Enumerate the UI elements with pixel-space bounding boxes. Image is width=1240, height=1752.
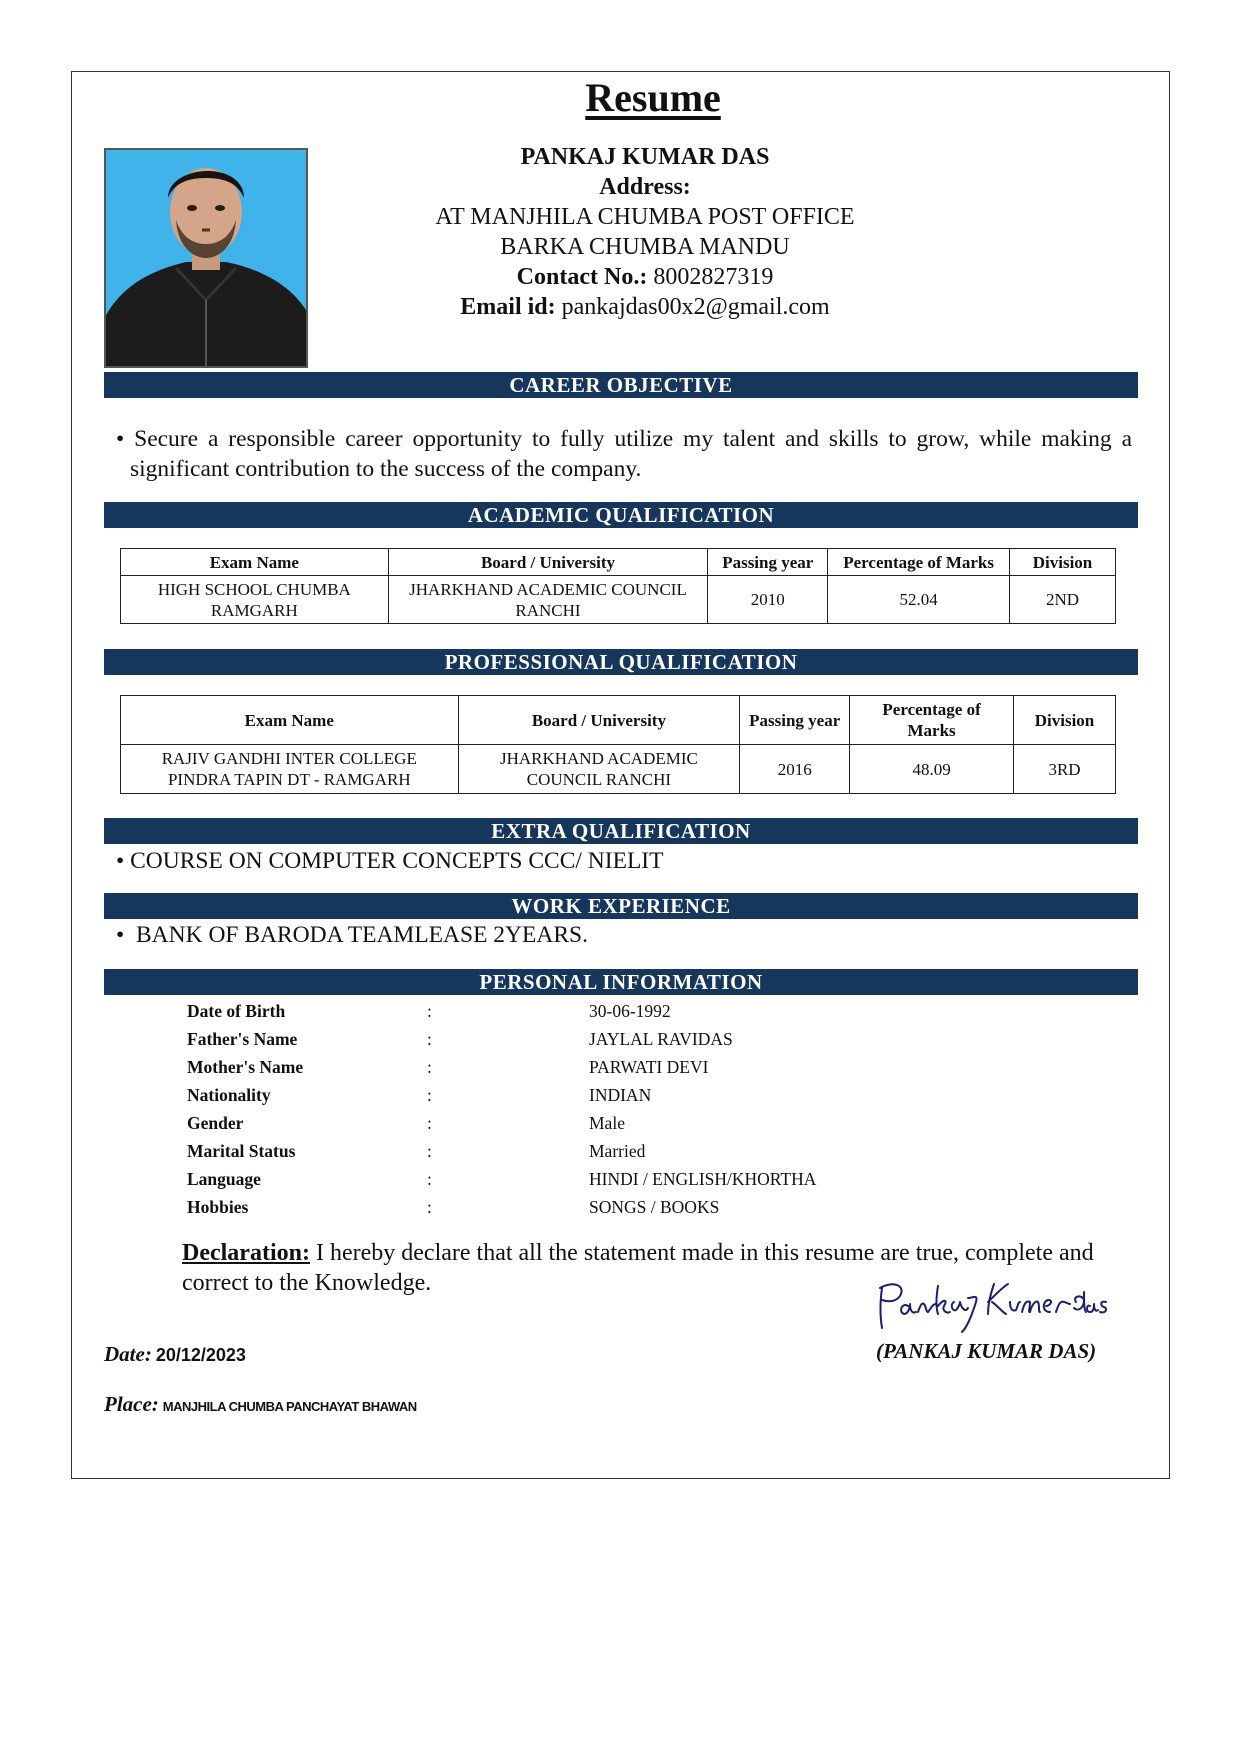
field-label: Marital Status <box>187 1141 296 1161</box>
email-value: pankajdas00x2@gmail.com <box>561 294 830 320</box>
field-separator: : <box>427 1001 432 1021</box>
board-line: RANCHI <box>515 600 581 620</box>
list-item <box>0 1057 1240 1085</box>
exam-name-line: HIGH SCHOOL CHUMBA <box>157 579 351 599</box>
field-separator: : <box>427 1029 432 1049</box>
work-experience-text: BANK OF BARODA TEAMLEASE 2YEARS. <box>135 922 588 948</box>
board-line: COUNCIL RANCHI <box>526 770 672 789</box>
professional-table-header <box>121 696 1116 745</box>
field-label: Date of Birth <box>187 1001 286 1021</box>
date-label: Date: <box>104 1342 152 1366</box>
passing-year-cell: 2016 <box>740 745 850 794</box>
extra-qualification-heading: EXTRA QUALIFICATION <box>104 818 1138 844</box>
list-item <box>0 1001 1240 1029</box>
place-line <box>104 1392 417 1417</box>
field-value: Married <box>589 1141 646 1161</box>
contact-label: Contact No.: <box>516 264 648 290</box>
academic-table <box>120 548 1116 624</box>
column-header: Exam Name <box>121 696 459 745</box>
place-value: MANJHILA CHUMBA PANCHAYAT BHAWAN <box>162 1399 417 1414</box>
column-header: Board / University <box>388 549 708 576</box>
signatory-name: (PANKAJ KUMAR DAS) <box>876 1339 1097 1363</box>
field-label: Language <box>187 1169 261 1189</box>
date-line <box>104 1342 246 1367</box>
field-value: 30-06-1992 <box>589 1001 671 1021</box>
field-separator: : <box>427 1057 432 1077</box>
handwritten-signature <box>870 1272 1110 1341</box>
career-objective-bullet: • <box>116 426 125 452</box>
percentage-cell: 48.09 <box>850 745 1014 794</box>
field-value: Male <box>589 1113 625 1133</box>
list-item <box>0 1085 1240 1113</box>
board-line: JHARKHAND ACADEMIC <box>499 749 698 768</box>
field-value: SONGS / BOOKS <box>589 1197 720 1217</box>
column-header: Passing year <box>740 696 850 745</box>
career-objective-heading: CAREER OBJECTIVE <box>104 372 1138 398</box>
exam-name-cell <box>121 576 389 624</box>
table-row <box>121 576 1116 624</box>
date-value: 20/12/2023 <box>155 1345 246 1365</box>
field-separator: : <box>427 1085 432 1105</box>
column-header <box>850 696 1014 745</box>
work-experience-item <box>116 920 588 950</box>
list-bullet: • <box>116 848 125 874</box>
column-header: Exam Name <box>121 549 389 576</box>
field-label: Nationality <box>187 1085 271 1105</box>
declaration-text: I hereby declare that all the statement made in this resume are true, complete and correct to the Knowledge. <box>182 1240 1094 1296</box>
column-header-line: Percentage of <box>882 700 981 719</box>
field-separator: : <box>427 1113 432 1133</box>
division-cell: 3RD <box>1014 745 1116 794</box>
board-cell <box>388 576 708 624</box>
column-header: Passing year <box>708 549 828 576</box>
field-label: Father's Name <box>187 1029 298 1049</box>
list-item <box>0 1197 1240 1225</box>
column-header: Board / University <box>458 696 740 745</box>
field-separator: : <box>427 1141 432 1161</box>
address-label: Address: <box>599 174 691 200</box>
column-header: Division <box>1010 549 1116 576</box>
profile-photo <box>104 148 308 368</box>
work-experience-heading: WORK EXPERIENCE <box>104 893 1138 919</box>
board-line: JHARKHAND ACADEMIC COUNCIL <box>409 579 687 599</box>
field-value: PARWATI DEVI <box>589 1057 709 1077</box>
address-line-1: AT MANJHILA CHUMBA POST OFFICE <box>435 204 855 230</box>
exam-name-cell <box>121 745 459 794</box>
address-line-2: BARKA CHUMBA MANDU <box>500 234 790 260</box>
table-row <box>121 745 1116 794</box>
column-header: Division <box>1014 696 1116 745</box>
list-item <box>0 1169 1240 1197</box>
list-item <box>0 1141 1240 1169</box>
field-value: JAYLAL RAVIDAS <box>589 1029 733 1049</box>
declaration-heading: Declaration: <box>182 1240 310 1266</box>
list-item <box>0 1029 1240 1057</box>
contact-header <box>350 142 940 322</box>
candidate-name: PANKAJ KUMAR DAS <box>520 144 770 170</box>
email-line <box>350 292 940 322</box>
academic-table-header <box>121 549 1116 576</box>
academic-qualification-heading: ACADEMIC QUALIFICATION <box>104 502 1138 528</box>
personal-information-heading: PERSONAL INFORMATION <box>104 969 1138 995</box>
division-cell: 2ND <box>1010 576 1116 624</box>
career-objective-body: Secure a responsible career opportunity to fully utilize my talent and skills to grow, while making a significant contribution to the success of the company. <box>130 426 1132 482</box>
field-separator: : <box>427 1169 432 1189</box>
list-item <box>0 1113 1240 1141</box>
field-label: Gender <box>187 1113 244 1133</box>
contact-line <box>350 262 940 292</box>
field-value: INDIAN <box>589 1085 652 1105</box>
passing-year-cell: 2010 <box>708 576 828 624</box>
professional-qualification-heading: PROFESSIONAL QUALIFICATION <box>104 649 1138 675</box>
professional-table <box>120 695 1116 794</box>
column-header-line: Marks <box>907 721 956 740</box>
column-header: Percentage of Marks <box>828 549 1010 576</box>
list-bullet: • <box>116 922 125 948</box>
email-label: Email id: <box>460 294 556 320</box>
percentage-cell: 52.04 <box>828 576 1010 624</box>
exam-name-line: RAMGARH <box>210 600 298 620</box>
career-objective-text <box>116 424 1132 484</box>
field-separator: : <box>427 1197 432 1217</box>
resume-title: Resume <box>585 75 721 120</box>
place-label: Place: <box>104 1392 159 1416</box>
extra-qualification-item <box>116 846 663 876</box>
board-cell <box>458 745 740 794</box>
field-label: Hobbies <box>187 1197 249 1217</box>
contact-value: 8002827319 <box>653 264 774 290</box>
exam-name-line: RAJIV GANDHI INTER COLLEGE <box>161 749 417 768</box>
exam-name-line: PINDRA TAPIN DT - RAMGARH <box>167 770 411 789</box>
field-value: HINDI / ENGLISH/KHORTHA <box>589 1169 817 1189</box>
extra-qualification-text: COURSE ON COMPUTER CONCEPTS CCC/ NIELIT <box>130 848 664 874</box>
field-label: Mother's Name <box>187 1057 304 1077</box>
